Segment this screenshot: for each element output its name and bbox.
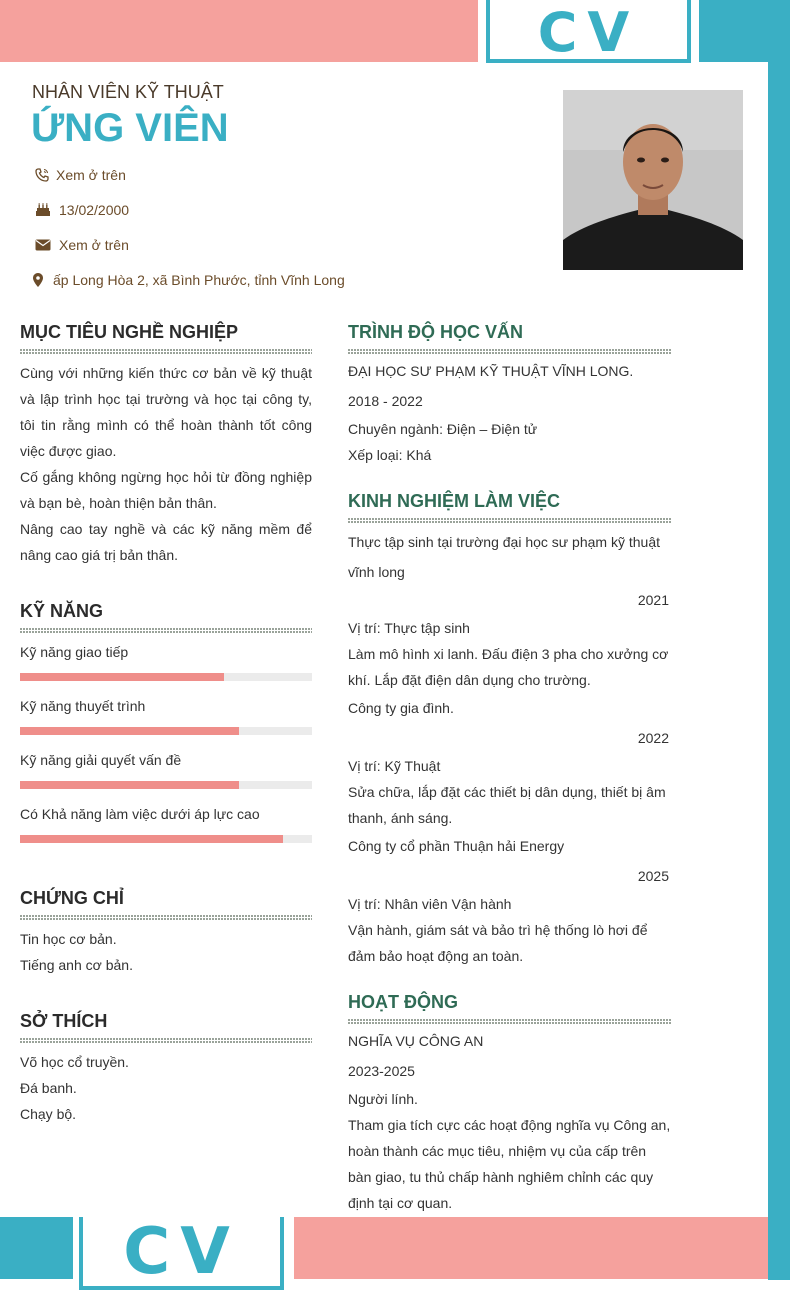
hobby-item: Võ học cổ truyền. bbox=[20, 1054, 129, 1070]
header-pink-band bbox=[0, 0, 478, 62]
skill-label: Kỹ năng thuyết trình bbox=[20, 698, 146, 714]
cv-logo-text: CV bbox=[123, 1214, 240, 1289]
candidate-photo bbox=[563, 90, 743, 270]
experience-company: Công ty cổ phần Thuận hải Energy bbox=[348, 838, 565, 854]
map-marker-icon bbox=[32, 273, 44, 287]
skill-label: Có Khả năng làm việc dưới áp lực cao bbox=[20, 806, 260, 822]
address-value: ấp Long Hòa 2, xã Bình Phước, tỉnh Vĩnh Long bbox=[53, 272, 345, 288]
skills-title: KỸ NĂNG bbox=[20, 601, 104, 621]
skill-label: Kỹ năng giải quyết vấn đề bbox=[20, 752, 182, 768]
objective-title: MỤC TIÊU NGHỀ NGHIỆP bbox=[20, 322, 239, 342]
hobby-item: Chạy bộ. bbox=[20, 1106, 77, 1122]
hobbies-title: SỞ THÍCH bbox=[20, 1011, 108, 1031]
section-divider bbox=[20, 1037, 312, 1044]
birthday-value: 13/02/2000 bbox=[59, 202, 130, 218]
activities-title: HOẠT ĐỘNG bbox=[348, 992, 458, 1012]
experience-description: Sửa chữa, lắp đặt các thiết bị dân dụng, thiết bị âm thanh, ánh sáng. bbox=[348, 784, 666, 826]
experience-title: KINH NGHIỆM LÀM VIỆC bbox=[348, 491, 561, 511]
certificate-item: Tin học cơ bản. bbox=[20, 931, 117, 947]
phone-value: Xem ở trên bbox=[56, 167, 126, 183]
skill-bar-fill bbox=[20, 835, 283, 843]
experience-year: 2022 bbox=[637, 730, 669, 746]
birthday-row bbox=[32, 202, 129, 218]
experience-year: 2021 bbox=[637, 592, 669, 608]
education-period: 2018 - 2022 bbox=[348, 393, 423, 409]
job-title: NHÂN VIÊN KỸ THUẬT bbox=[32, 82, 224, 102]
skill-bar bbox=[20, 781, 312, 789]
email-row bbox=[32, 237, 129, 253]
skill-bar bbox=[20, 673, 312, 681]
email-value: Xem ở trên bbox=[59, 237, 129, 253]
section-divider bbox=[20, 627, 312, 634]
skill-bar-fill bbox=[20, 781, 239, 789]
footer-teal-band bbox=[0, 1217, 73, 1279]
skill-label: Kỹ năng giao tiếp bbox=[20, 644, 129, 660]
experience-company: Công ty gia đình. bbox=[348, 700, 454, 716]
section-divider bbox=[348, 517, 671, 524]
envelope-icon bbox=[32, 239, 54, 251]
skill-bar bbox=[20, 835, 312, 843]
activity-description: Tham gia tích cực các hoạt động nghĩa vụ Công an, hoàn thành các mục tiêu, nhiệm vụ của cấp trên bàn giao, tu thủ chấp hành nghiêm chỉnh các quy định tại cơ quan. bbox=[348, 1117, 671, 1211]
education-grade: Xếp loại: Khá bbox=[348, 447, 432, 463]
activity-role: Người lính. bbox=[348, 1091, 418, 1107]
objective-paragraph: Cùng với những kiến thức cơ bản về kỹ thuật và lập trình học tại trường và học tại công ty, tôi tin rằng mình có thể hoàn thành tốt công việc được giao. bbox=[20, 365, 312, 459]
cv-logo-bottom bbox=[79, 1214, 284, 1290]
section-divider bbox=[348, 1018, 671, 1025]
experience-position: Vị trí: Kỹ Thuật bbox=[348, 758, 441, 774]
address-row bbox=[32, 272, 345, 288]
education-title: TRÌNH ĐỘ HỌC VẤN bbox=[348, 322, 523, 342]
hobby-item: Đá banh. bbox=[20, 1080, 77, 1096]
section-divider bbox=[20, 914, 312, 921]
activity-name: NGHĨA VỤ CÔNG AN bbox=[348, 1033, 484, 1049]
certificate-item: Tiếng anh cơ bản. bbox=[20, 957, 133, 973]
footer-pink-band bbox=[294, 1217, 768, 1279]
section-divider bbox=[348, 348, 671, 355]
cv-logo-top bbox=[486, 0, 691, 63]
activity-period: 2023-2025 bbox=[348, 1063, 415, 1079]
skill-bar bbox=[20, 727, 312, 735]
experience-position: Vị trí: Thực tập sinh bbox=[348, 620, 470, 636]
experience-description: Vận hành, giám sát và bảo trì hệ thống lò hơi để đảm bảo hoạt động an toàn. bbox=[348, 922, 648, 964]
certificates-title: CHỨNG CHỈ bbox=[20, 888, 124, 908]
skill-bar-fill bbox=[20, 673, 224, 681]
skill-bar-fill bbox=[20, 727, 239, 735]
experience-year: 2025 bbox=[637, 868, 669, 884]
right-teal-stripe bbox=[768, 0, 790, 1280]
birthday-cake-icon bbox=[32, 203, 54, 217]
objective-paragraph: Nâng cao tay nghề và các kỹ năng mềm để nâng cao giá trị bản thân. bbox=[20, 521, 312, 563]
cv-logo-text: CV bbox=[537, 0, 640, 64]
education-major: Chuyên ngành: Điện – Điện tử bbox=[348, 421, 538, 437]
objective-paragraph: Cố gắng không ngừng học hỏi từ đồng nghiệp và bạn bè, hoàn thiện bản thân. bbox=[20, 469, 312, 511]
phone-row bbox=[32, 167, 126, 183]
experience-position: Vị trí: Nhân viên Vận hành bbox=[348, 896, 512, 912]
candidate-name: ỨNG VIÊN bbox=[31, 106, 229, 150]
phone-icon bbox=[32, 168, 52, 182]
experience-company: Thực tập sinh tại trường đại học sư phạm kỹ thuật vĩnh long bbox=[348, 534, 660, 580]
education-school: ĐẠI HỌC SƯ PHẠM KỸ THUẬT VĨNH LONG. bbox=[348, 363, 634, 379]
section-divider bbox=[20, 348, 312, 355]
experience-description: Làm mô hình xi lanh. Đấu điện 3 pha cho xưởng cơ khí. Lắp đặt điện dân dụng cho trường. bbox=[348, 646, 669, 688]
